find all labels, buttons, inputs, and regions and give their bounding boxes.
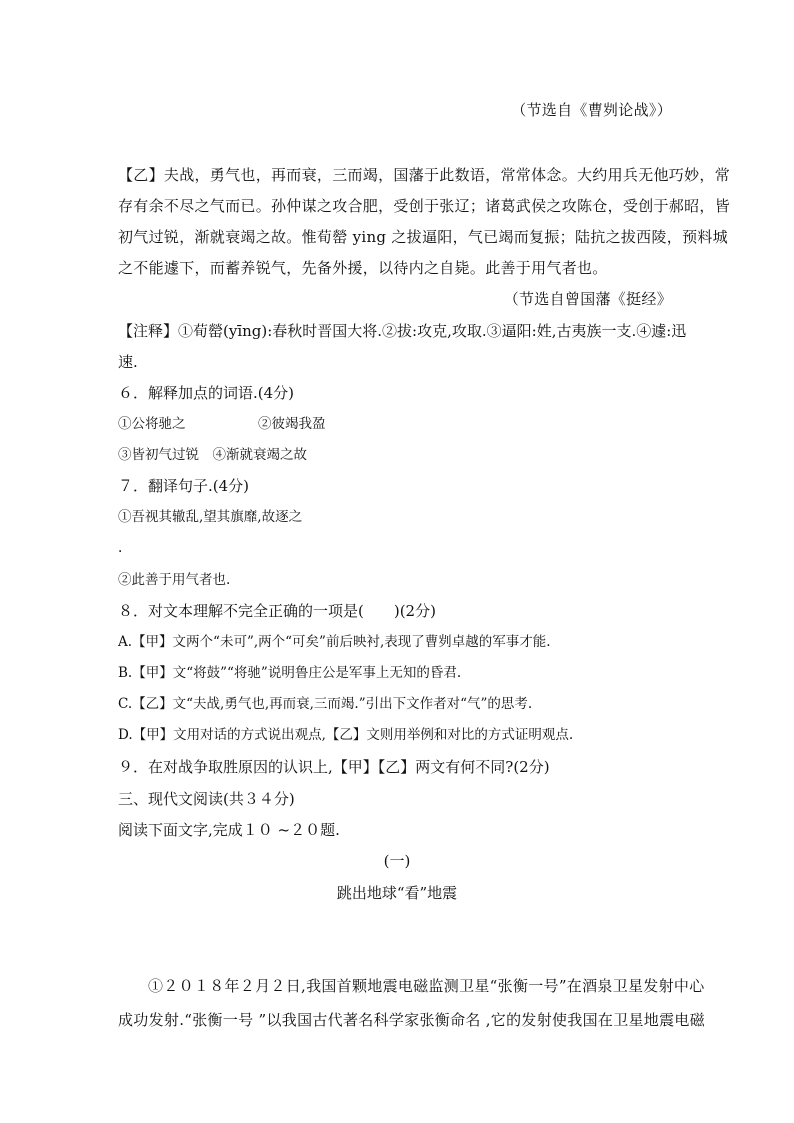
article-line: 成功发射.“张衡一号 ”以我国古代著名科学家张衡命名 ,它的发射使我国在卫星地震电磁 bbox=[118, 1011, 706, 1029]
source-yi: （节选自曾国藩《挺经》 bbox=[503, 290, 672, 308]
q6-item: ②彼竭我盈 bbox=[258, 416, 326, 432]
q8-option-a: A.【甲】文两个“未可”,两个“可矣”前后映衬,表现了曹刿卓越的军事才能. bbox=[118, 634, 551, 650]
yi-line: 存有余不尽之气而已。孙仲谋之攻合肥，受创于张辽；诸葛武侯之攻陈仓，受创于郝昭，皆 bbox=[118, 197, 731, 215]
question-title: ８．对文本理解不完全正确的一项是( )(2分) bbox=[118, 602, 436, 620]
q7-item: ②此善于用气者也. bbox=[118, 572, 231, 588]
question-title: ６．解释加点的词语.(4分) bbox=[118, 384, 295, 402]
notes-line: 【注释】①荀罃(yīng):春秋时晋国大将.②拔:攻克,攻取.③逼阳:姓,古夷族一支.④遽:迅 bbox=[118, 322, 687, 340]
part-label: (一) bbox=[383, 852, 411, 870]
yi-line: 初气过锐，渐就衰竭之故。惟荀罃 ying 之拔逼阳，气已竭而复振；陆抗之拔西陵，预料城 bbox=[118, 228, 728, 246]
article-line: ①２０１８年２月２日,我国首颗地震电磁监测卫星“张衡一号”在酒泉卫星发射中心 bbox=[148, 977, 705, 995]
q8-option-d: D.【甲】文用对话的方式说出观点,【乙】文则用举例和对比的方式证明观点. bbox=[118, 727, 574, 743]
yi-line: 之不能遽下，而蓄养锐气，先备外援，以待内之自毙。此善于用气者也。 bbox=[118, 259, 608, 277]
q7-item: ①吾视其辙乱,望其旗靡,故逐之 bbox=[118, 509, 303, 525]
q6-item: ③皆初气过锐 ④渐就衰竭之故 bbox=[118, 447, 307, 463]
question-9-title: ９．在对战争取胜原因的认识上,【甲】【乙】两文有何不同?(2分) bbox=[118, 758, 550, 776]
section-instruction: 阅读下面文字,完成１０ ~２０题. bbox=[118, 821, 340, 839]
article-title: 跳出地球“看”地震 bbox=[336, 884, 458, 902]
answer-blank: . bbox=[118, 540, 123, 556]
yi-line: 【乙】夫战，勇气也，再而衰，三而竭，国藩于此数语，常常体念。大约用兵无他巧妙，常 bbox=[118, 166, 731, 184]
section-title: 三、现代文阅读(共３４分) bbox=[118, 790, 295, 808]
q8-option-b: B.【甲】文“将鼓”“将驰”说明鲁庄公是军事上无知的昏君. bbox=[118, 665, 462, 681]
q8-option-c: C.【乙】文“夫战,勇气也,再而衰,三而竭.”引出下文作者对“气”的思考. bbox=[118, 696, 533, 712]
source-jia: （节选自《曹刿论战》） bbox=[511, 101, 672, 119]
notes-line: 速. bbox=[118, 353, 138, 371]
q6-item: ①公将驰之 bbox=[118, 416, 186, 432]
question-title: ７．翻译句子.(4分) bbox=[118, 477, 250, 495]
